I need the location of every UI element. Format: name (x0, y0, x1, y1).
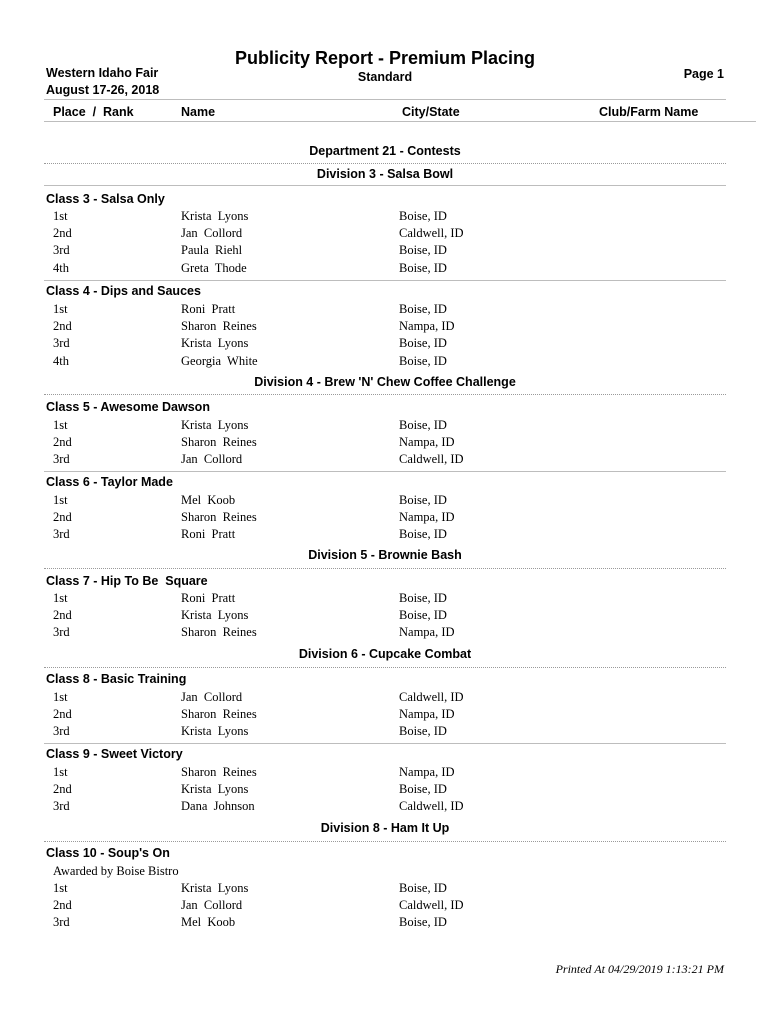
winner-name: Krista Lyons (181, 881, 249, 895)
column-city: City/State (402, 105, 460, 119)
place: 4th (53, 354, 69, 368)
fair-dates: August 17-26, 2018 (46, 83, 160, 97)
division-title: Division 6 - Cupcake Combat (298, 647, 472, 661)
winner-name: Jan Collord (181, 226, 243, 240)
winner-name: Sharon Reines (181, 319, 257, 333)
place: 3rd (53, 915, 70, 929)
winner-name: Roni Pratt (181, 591, 236, 605)
division-title: Division 5 - Brownie Bash (308, 548, 462, 562)
place: 1st (53, 765, 68, 779)
city-state: Caldwell, ID (399, 452, 464, 466)
class-title: Class 4 - Dips and Sauces (46, 284, 201, 298)
department-divider (44, 163, 726, 164)
winner-name: Georgia White (181, 354, 258, 368)
division-title: Division 4 - Brew 'N' Chew Coffee Challenge (254, 375, 516, 389)
column-divider-tail (726, 121, 756, 122)
division-divider (44, 841, 726, 842)
place: 4th (53, 261, 69, 275)
city-state: Nampa, ID (399, 319, 455, 333)
city-state: Nampa, ID (399, 765, 455, 779)
place: 3rd (53, 724, 70, 738)
class-title: Class 10 - Soup's On (46, 846, 170, 860)
city-state: Boise, ID (399, 724, 447, 738)
place: 1st (53, 493, 68, 507)
city-state: Boise, ID (399, 591, 447, 605)
report-subtitle: Standard (357, 70, 413, 84)
place: 1st (53, 690, 68, 704)
city-state: Nampa, ID (399, 510, 455, 524)
department-title: Department 21 - Contests (309, 144, 461, 158)
city-state: Nampa, ID (399, 625, 455, 639)
city-state: Boise, ID (399, 527, 447, 541)
winner-name: Krista Lyons (181, 418, 249, 432)
report-title: Publicity Report - Premium Placing (234, 48, 536, 68)
winner-name: Mel Koob (181, 493, 236, 507)
place: 2nd (53, 319, 72, 333)
column-place: Place / Rank (53, 105, 134, 119)
division-title: Division 8 - Ham It Up (320, 821, 450, 835)
winner-name: Krista Lyons (181, 724, 249, 738)
column-club: Club/Farm Name (599, 105, 699, 119)
winner-name: Krista Lyons (181, 209, 249, 223)
place: 3rd (53, 799, 70, 813)
class-title: Class 5 - Awesome Dawson (46, 400, 210, 414)
winner-name: Jan Collord (181, 452, 243, 466)
class-divider (44, 743, 726, 744)
winner-name: Jan Collord (181, 690, 243, 704)
place: 3rd (53, 336, 70, 350)
winner-name: Mel Koob (181, 915, 236, 929)
city-state: Boise, ID (399, 493, 447, 507)
place: 2nd (53, 608, 72, 622)
header-divider (44, 99, 726, 100)
winner-name: Roni Pratt (181, 302, 236, 316)
winner-name: Sharon Reines (181, 707, 257, 721)
place: 2nd (53, 226, 72, 240)
city-state: Boise, ID (399, 881, 447, 895)
city-state: Boise, ID (399, 354, 447, 368)
place: 3rd (53, 625, 70, 639)
printed-timestamp: Printed At 04/29/2019 1:13:21 PM (555, 962, 724, 976)
city-state: Boise, ID (399, 261, 447, 275)
division-title: Division 3 - Salsa Bowl (316, 167, 454, 181)
division-divider (44, 394, 726, 395)
place: 2nd (53, 510, 72, 524)
winner-name: Paula Riehl (181, 243, 243, 257)
page-number: Page 1 (683, 67, 724, 81)
class-divider (44, 280, 726, 281)
winner-name: Greta Thode (181, 261, 247, 275)
place: 3rd (53, 452, 70, 466)
fair-name: Western Idaho Fair (46, 66, 159, 80)
winner-name: Sharon Reines (181, 510, 257, 524)
class-title: Class 6 - Taylor Made (46, 475, 173, 489)
city-state: Boise, ID (399, 302, 447, 316)
place: 3rd (53, 527, 70, 541)
city-state: Boise, ID (399, 915, 447, 929)
winner-name: Krista Lyons (181, 336, 249, 350)
city-state: Nampa, ID (399, 707, 455, 721)
place: 1st (53, 209, 68, 223)
winner-name: Sharon Reines (181, 625, 257, 639)
class-title: Class 9 - Sweet Victory (46, 747, 183, 761)
winner-name: Sharon Reines (181, 765, 257, 779)
division-divider (44, 667, 726, 668)
column-name: Name (181, 105, 216, 119)
city-state: Boise, ID (399, 418, 447, 432)
city-state: Caldwell, ID (399, 799, 464, 813)
city-state: Boise, ID (399, 608, 447, 622)
city-state: Nampa, ID (399, 435, 455, 449)
column-divider (44, 121, 726, 122)
winner-name: Sharon Reines (181, 435, 257, 449)
city-state: Caldwell, ID (399, 690, 464, 704)
class-note: Awarded by Boise Bistro (53, 864, 179, 878)
class-title: Class 8 - Basic Training (46, 672, 187, 686)
winner-name: Krista Lyons (181, 782, 249, 796)
division-divider (44, 185, 726, 186)
city-state: Boise, ID (399, 336, 447, 350)
division-divider (44, 568, 726, 569)
city-state: Boise, ID (399, 782, 447, 796)
place: 2nd (53, 435, 72, 449)
city-state: Boise, ID (399, 243, 447, 257)
place: 2nd (53, 898, 72, 912)
winner-name: Roni Pratt (181, 527, 236, 541)
city-state: Caldwell, ID (399, 226, 464, 240)
place: 2nd (53, 782, 72, 796)
place: 1st (53, 302, 68, 316)
place: 3rd (53, 243, 70, 257)
place: 1st (53, 591, 68, 605)
winner-name: Dana Johnson (181, 799, 255, 813)
winner-name: Krista Lyons (181, 608, 249, 622)
place: 1st (53, 418, 68, 432)
winner-name: Jan Collord (181, 898, 243, 912)
class-title: Class 3 - Salsa Only (46, 192, 165, 206)
city-state: Caldwell, ID (399, 898, 464, 912)
place: 1st (53, 881, 68, 895)
place: 2nd (53, 707, 72, 721)
class-divider (44, 471, 726, 472)
city-state: Boise, ID (399, 209, 447, 223)
class-title: Class 7 - Hip To Be Square (46, 574, 208, 588)
